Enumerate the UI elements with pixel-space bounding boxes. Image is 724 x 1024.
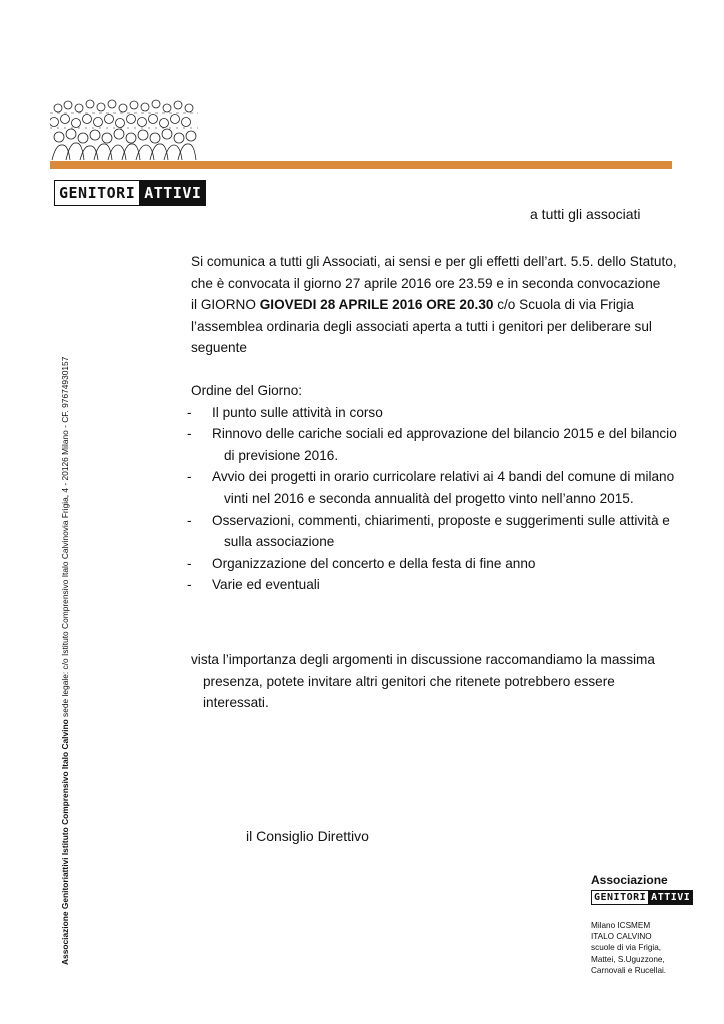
logo-word-attivi: ATTIVI [648,890,693,905]
agenda-dash: - [187,577,192,593]
agenda-item-text: Organizzazione del concerto e della festa di fine anno [212,555,536,571]
agenda-dash: - [187,469,192,485]
footer-association-title: Associazione [591,873,668,887]
intro-line: Si comunica a tutti gli Associati, ai sensi e per gli effetti dell’art. 5.5. dello Statuto, [191,254,677,269]
intro-line: che è convocata il giorno 27 aprile 2016 ore 23.59 e in seconda convocazione [191,275,661,291]
agenda-item [187,553,677,575]
genitori-attivi-logo [54,180,206,206]
intro-line: l’assemblea ordinaria degli associati aperta a tutti i genitori per deliberare sul [191,318,652,334]
closing-line: interessati. [203,695,269,711]
agenda-item-text: Il punto sulle attività in corso [212,404,383,420]
recipient-line: a tutti gli associati [530,206,641,222]
agenda-item [187,423,677,466]
agenda-dash: - [187,512,192,528]
agenda-item [187,466,677,509]
agenda-dash: - [187,426,192,442]
intro-text: c/o Scuola di via Frigia [493,297,634,313]
meeting-date-bold: GIOVEDI 28 APRILE 2016 ORE 20.30 [259,297,494,313]
logo-word-genitori: GENITORI [54,180,139,206]
agenda-item-text: Avvio dei progetti in orario curricolare relativi ai 4 bandi del comune di milano [212,469,675,485]
address-line: Carnovali e Rucellai. [591,965,667,975]
agenda-item-text: Osservazioni, commenti, chiarimenti, proposte e suggerimenti sulle attività e [212,512,670,528]
legal-side-text [60,357,70,965]
intro-line: seguente [191,340,247,356]
letter-body [187,251,681,596]
agenda-item-text-cont: di previsione 2016. [224,447,339,463]
agenda-dash: - [187,404,192,420]
orange-divider [50,161,672,169]
legal-address: sede legale: c/o Istituto Comprensivo Italo Calvinovia Frigia, 4 - 20126 Milano - CF. 97674930157 [60,356,70,720]
intro-text: il GIORNO [191,297,260,313]
footer-address [591,920,701,976]
logo-word-genitori: GENITORI [591,890,648,905]
agenda-item [187,574,677,596]
agenda-title: Ordine del Giorno: [191,382,303,398]
agenda-item-text: Rinnovo delle cariche sociali ed approvazione del bilancio 2015 e del bilancio [212,426,677,442]
closing-paragraph [191,649,681,714]
closing-line: vista l’importanza degli argomenti in discussione raccomandiamo la massima [191,652,655,667]
address-line: scuole di via Frigia, [591,943,662,953]
footer-logo [591,890,693,905]
signature: il Consiglio Direttivo [246,828,369,844]
address-line: ITALO CALVINO [591,932,652,942]
agenda-item [187,510,677,553]
agenda-item-text-cont: vinti nel 2016 e seconda annualità del progetto vinto nell’anno 2015. [224,490,634,506]
agenda-item-text-cont: sulla associazione [224,534,335,550]
agenda-list [187,402,677,596]
agenda-item-text: Varie ed eventuali [212,577,320,593]
closing-line: presenza, potete invitare altri genitori che ritenete potrebbero essere [203,673,615,689]
crowd-illustration [50,98,198,160]
intro-line-meeting-date [191,294,681,316]
address-line: Mattei, S.Uguzzone, [591,954,665,964]
agenda-item [187,402,677,424]
legal-name: Associazione Genitoriattivi Istituto Comprensivo Italo Calvino [60,719,70,965]
agenda-dash: - [187,555,192,571]
logo-word-attivi: ATTIVI [139,180,206,206]
address-line: Milano ICSMEM [591,921,651,930]
